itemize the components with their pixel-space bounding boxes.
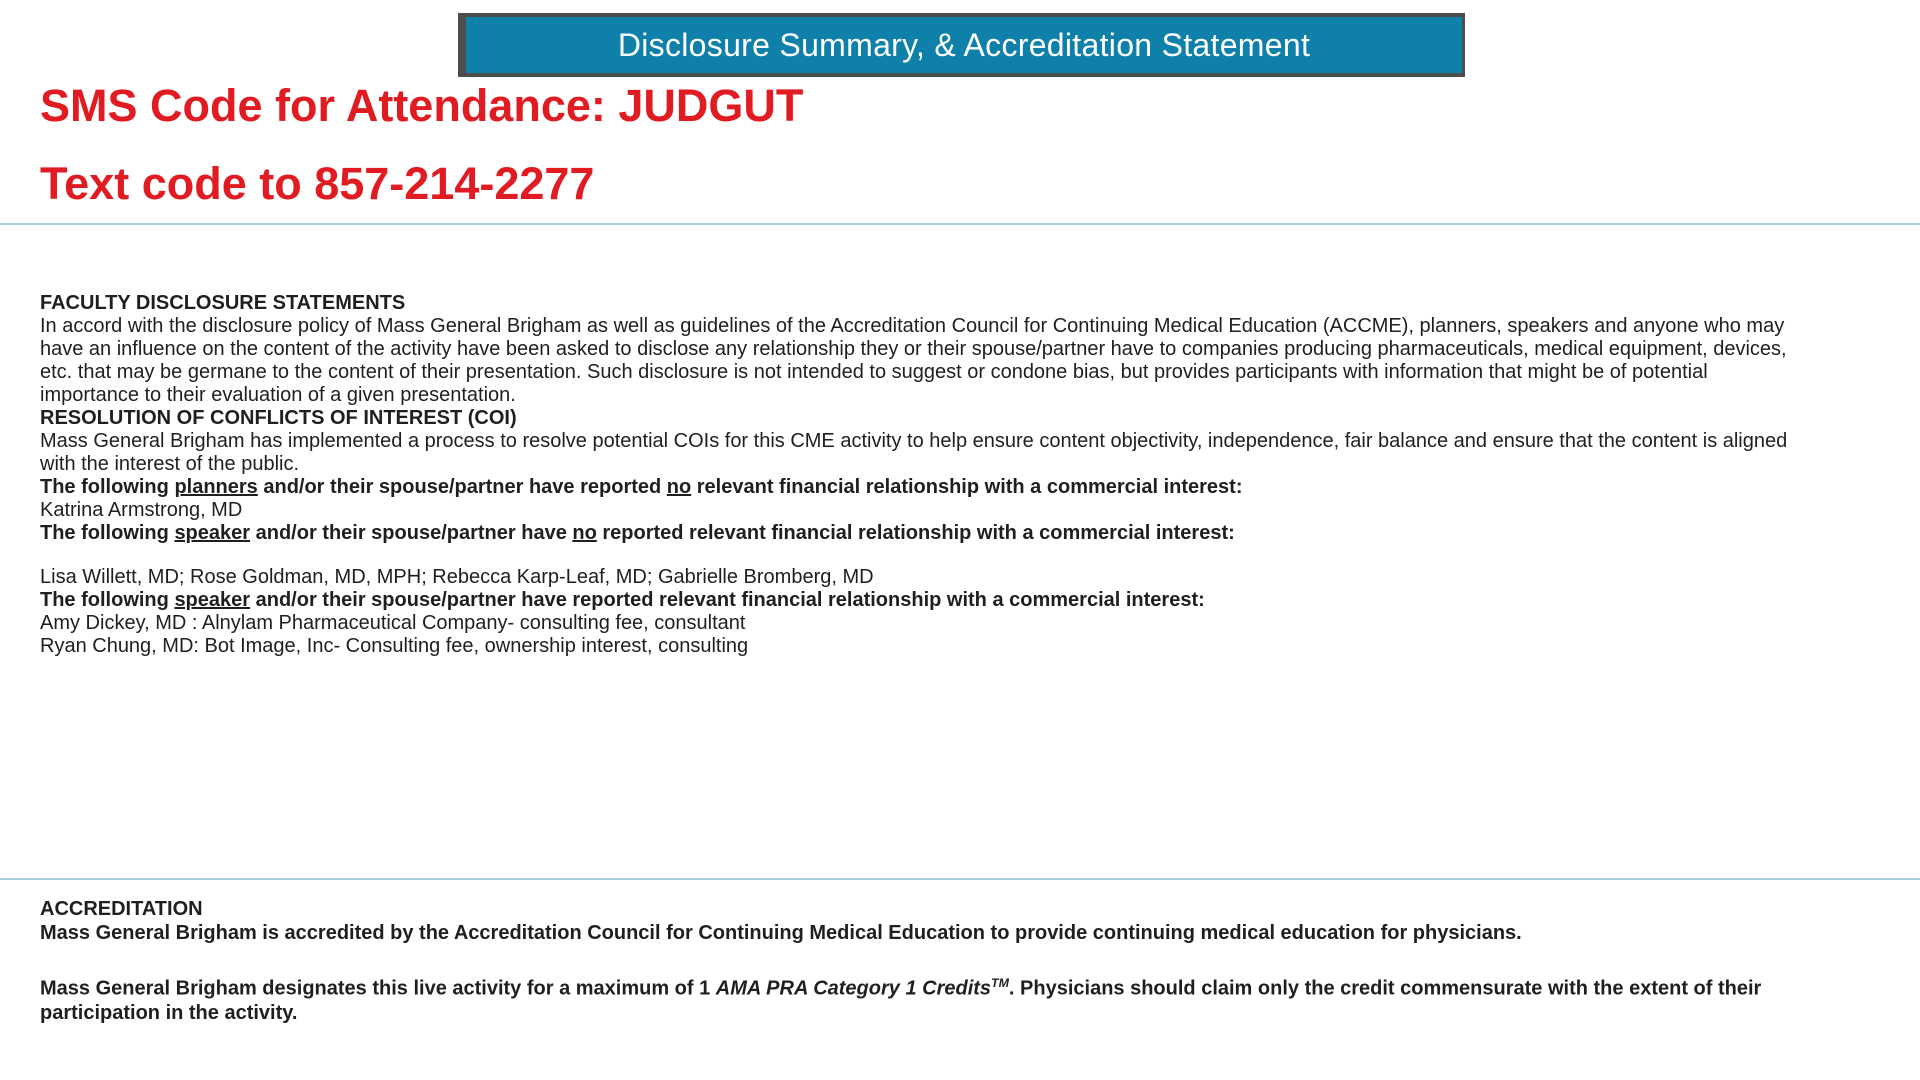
speakers-no-relationship-names: Lisa Willett, MD; Rose Goldman, MD, MPH; Rebecca Karp-Leaf, MD; Gabrielle Bromberg, MD <box>40 566 874 588</box>
speakers-no-relationship-statement: The following speaker and/or their spouse/partner have no reported relevant financial relationship with a commercial interest: <box>40 522 1235 544</box>
coi-resolution-section <box>40 407 1812 476</box>
planners-names: Katrina Armstrong, MD <box>40 499 243 521</box>
speakers-no-relationship-section <box>40 522 1812 589</box>
coi-resolution-heading: RESOLUTION OF CONFLICTS OF INTEREST (COI) <box>40 407 517 429</box>
accreditation-statement: Mass General Brigham is accredited by the Accreditation Council for Continuing Medical Education to provide continuing medical education for physicians. <box>40 922 1522 944</box>
sms-code-line: SMS Code for Attendance: JUDGUT <box>40 80 804 131</box>
accreditation-heading: ACCREDITATION <box>40 898 203 920</box>
faculty-disclosure-body: In accord with the disclosure policy of Mass General Brigham as well as guidelines of the Accreditation Council for Continuing Medical Education (ACCME), planners, speakers and anyone who may have an influence on the content of the activity have been asked to disclose any relationship they or their spouse/partner have to companies producing pharmaceuticals, medical equipment, devices, etc. that may be germane to the content of their presentation. Such disclosure is not intended to suggest or condone bias, but provides participants with information that might be of potential importance to their evaluation of a given presentation. <box>40 315 1787 406</box>
accreditation-section <box>40 897 1812 1025</box>
divider-bottom <box>0 878 1920 880</box>
coi-resolution-body: Mass General Brigham has implemented a process to resolve potential COIs for this CME activity to help ensure content objectivity, independence, fair balance and ensure that the content is aligned with the interest of the public. <box>40 430 1788 475</box>
slide-title-banner <box>458 13 1465 77</box>
speaker-disclosure-row: Amy Dickey, MD : Alnylam Pharmaceutical Company- consulting fee, consultant <box>40 612 746 634</box>
sms-text-number-line: Text code to 857-214-2277 <box>40 158 595 209</box>
speakers-reported-statement: The following speaker and/or their spouse/partner have reported relevant financial relationship with a commercial interest: <box>40 589 1205 611</box>
faculty-disclosure-heading: FACULTY DISCLOSURE STATEMENTS <box>40 292 406 314</box>
divider-top <box>0 223 1920 225</box>
planners-disclosure-section <box>40 476 1812 522</box>
slide-title: Disclosure Summary, & Accreditation Statement <box>617 26 1311 63</box>
planners-statement: The following planners and/or their spouse/partner have reported no relevant financial relationship with a commercial interest: <box>40 476 1243 498</box>
faculty-disclosure-section <box>40 292 1812 407</box>
speakers-reported-section <box>40 589 1812 658</box>
sms-attendance-block <box>40 80 804 209</box>
credit-designation-statement: Mass General Brigham designates this live activity for a maximum of 1 AMA PRA Category 1 Credits™. Physicians should claim only the credit commensurate with the extent of their participation in the activity. <box>40 976 1762 1024</box>
speaker-disclosure-row: Ryan Chung, MD: Bot Image, Inc- Consulting fee, ownership interest, consulting <box>40 635 749 657</box>
disclosure-content <box>40 292 1812 658</box>
